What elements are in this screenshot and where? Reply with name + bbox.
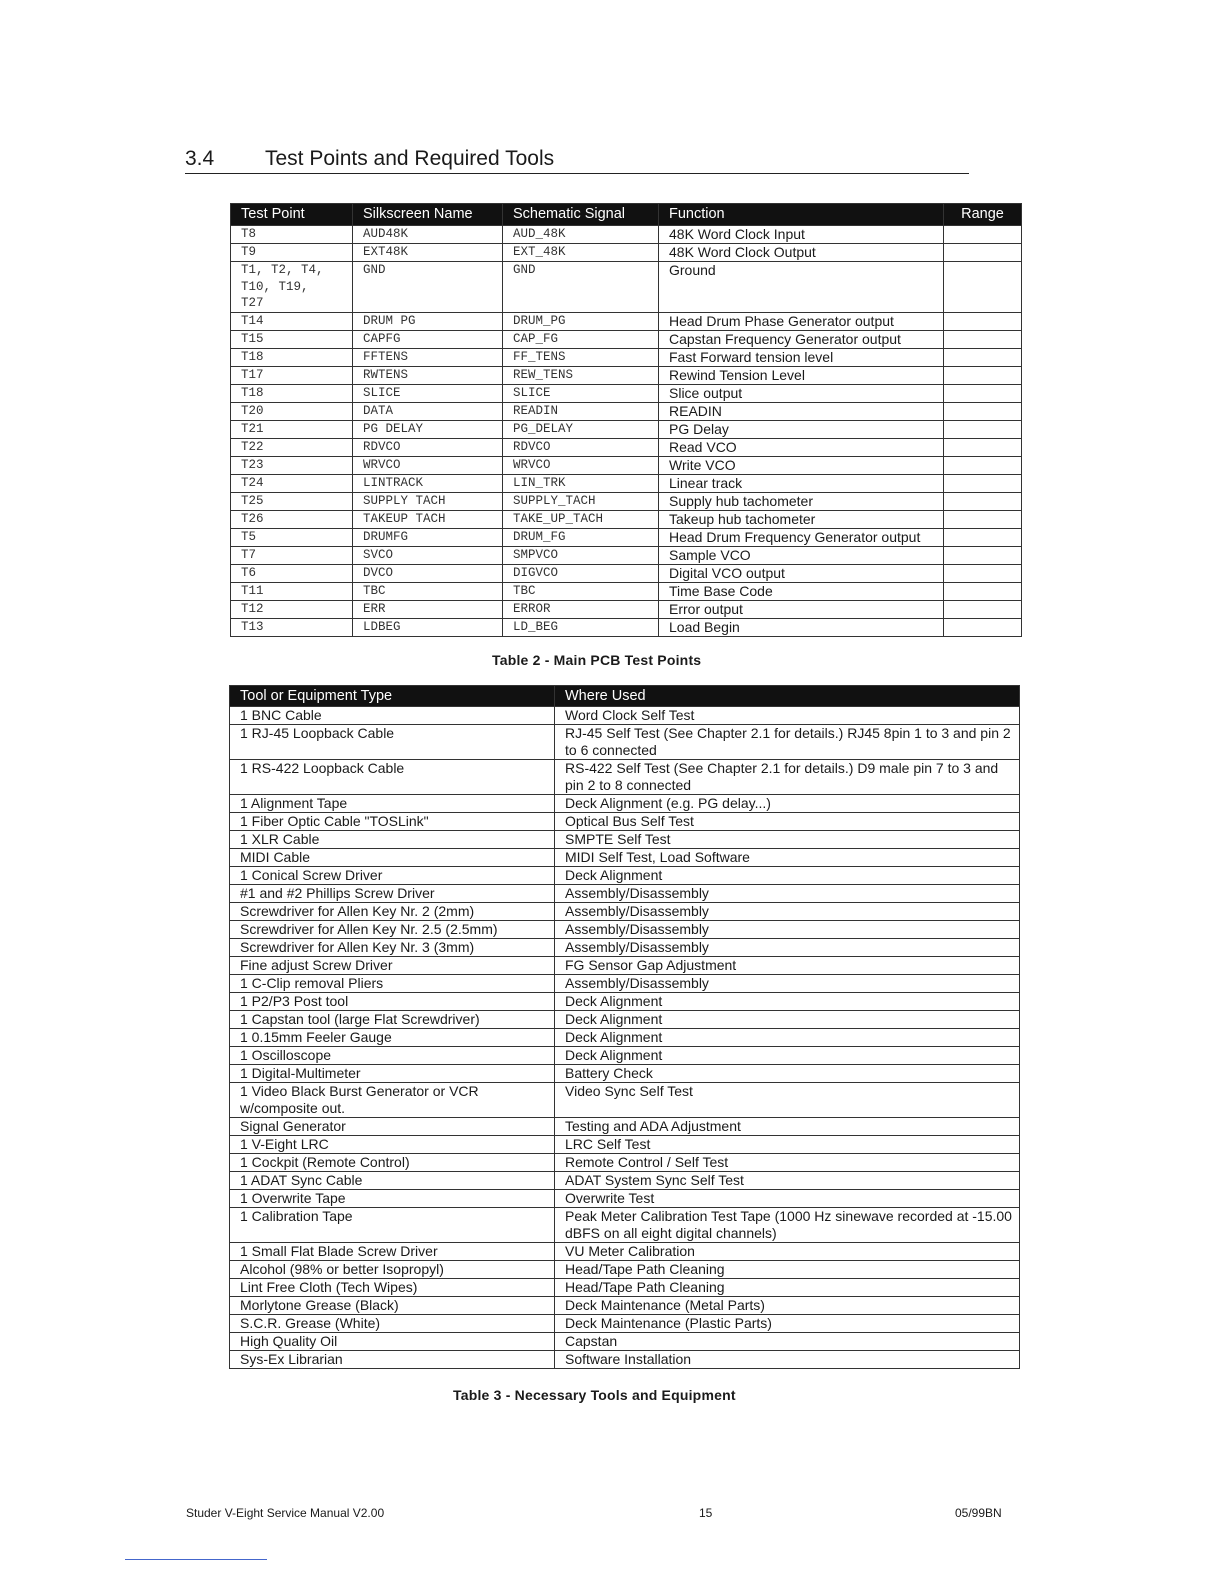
tool-cell: 1 Overwrite Tape (230, 1190, 555, 1208)
signal-cell: READIN (503, 403, 659, 421)
range-cell (944, 457, 1022, 475)
tool-cell: Screwdriver for Allen Key Nr. 2.5 (2.5mm) (230, 921, 555, 939)
tool-cell: Fine adjust Screw Driver (230, 957, 555, 975)
silkscreen-cell: SVCO (353, 547, 503, 565)
table-row (231, 565, 1022, 583)
silkscreen-cell: AUD48K (353, 226, 503, 244)
range-cell (944, 619, 1022, 637)
where-used-cell: Assembly/Disassembly (555, 885, 1020, 903)
silkscreen-cell: EXT48K (353, 244, 503, 262)
range-cell (944, 421, 1022, 439)
range-cell (944, 475, 1022, 493)
table-3-caption: Table 3 - Necessary Tools and Equipment (453, 1387, 736, 1403)
tool-cell: 1 RJ-45 Loopback Cable (230, 725, 555, 760)
table-row (230, 1208, 1020, 1243)
function-cell: 48K Word Clock Input (659, 226, 944, 244)
table-row (231, 619, 1022, 637)
signal-cell: REW_TENS (503, 367, 659, 385)
range-cell (944, 262, 1022, 313)
table-row (230, 1083, 1020, 1118)
table-row (230, 921, 1020, 939)
tool-cell: 1 Alignment Tape (230, 795, 555, 813)
where-used-cell: Deck Alignment (555, 1011, 1020, 1029)
range-cell (944, 511, 1022, 529)
tool-cell: Lint Free Cloth (Tech Wipes) (230, 1279, 555, 1297)
table-row (231, 331, 1022, 349)
silkscreen-cell: DVCO (353, 565, 503, 583)
range-cell (944, 439, 1022, 457)
function-cell: Read VCO (659, 439, 944, 457)
signal-cell: DIGVCO (503, 565, 659, 583)
table-row (230, 867, 1020, 885)
table-row (230, 1136, 1020, 1154)
tool-cell: 1 Calibration Tape (230, 1208, 555, 1243)
table-row (230, 831, 1020, 849)
tool-cell: MIDI Cable (230, 849, 555, 867)
test-point-cell: T6 (231, 565, 353, 583)
tool-cell: 1 0.15mm Feeler Gauge (230, 1029, 555, 1047)
signal-cell: TBC (503, 583, 659, 601)
footer-manual-title: Studer V-Eight Service Manual V2.00 (186, 1506, 385, 1520)
test-point-cell: T24 (231, 475, 353, 493)
silkscreen-cell: FFTENS (353, 349, 503, 367)
where-used-cell: MIDI Self Test, Load Software (555, 849, 1020, 867)
test-point-cell: T7 (231, 547, 353, 565)
function-cell: 48K Word Clock Output (659, 244, 944, 262)
tool-cell: High Quality Oil (230, 1333, 555, 1351)
test-point-cell: T26 (231, 511, 353, 529)
table-row (230, 1047, 1020, 1065)
where-used-cell: Video Sync Self Test (555, 1083, 1020, 1118)
silkscreen-cell: GND (353, 262, 503, 313)
tool-cell: Signal Generator (230, 1118, 555, 1136)
signal-cell: RDVCO (503, 439, 659, 457)
table-row (230, 1315, 1020, 1333)
header-where-used: Where Used (555, 686, 1020, 707)
signal-cell: DRUM_PG (503, 313, 659, 331)
footer-date-code: 05/99BN (955, 1506, 1002, 1520)
function-cell: Fast Forward tension level (659, 349, 944, 367)
table-row (231, 511, 1022, 529)
table-row (230, 1029, 1020, 1047)
silkscreen-cell: TBC (353, 583, 503, 601)
range-cell (944, 493, 1022, 511)
signal-cell: LIN_TRK (503, 475, 659, 493)
function-cell: Load Begin (659, 619, 944, 637)
function-cell: Time Base Code (659, 583, 944, 601)
test-point-cell: T13 (231, 619, 353, 637)
silkscreen-cell: DATA (353, 403, 503, 421)
where-used-cell: Assembly/Disassembly (555, 939, 1020, 957)
range-cell (944, 565, 1022, 583)
section-title: Test Points and Required Tools (265, 147, 555, 170)
where-used-cell: RJ-45 Self Test (See Chapter 2.1 for details.) RJ45 8pin 1 to 3 and pin 2 to 6 connected (555, 725, 1020, 760)
test-points-header-row (231, 204, 1022, 226)
silkscreen-cell: RDVCO (353, 439, 503, 457)
function-cell: Head Drum Phase Generator output (659, 313, 944, 331)
table-row (230, 1011, 1020, 1029)
test-point-cell: T18 (231, 349, 353, 367)
tool-cell: 1 XLR Cable (230, 831, 555, 849)
signal-cell: SUPPLY_TACH (503, 493, 659, 511)
table-row (230, 885, 1020, 903)
function-cell: Head Drum Frequency Generator output (659, 529, 944, 547)
tool-cell: Screwdriver for Allen Key Nr. 2 (2mm) (230, 903, 555, 921)
table-row (230, 795, 1020, 813)
section-heading (185, 143, 969, 174)
test-point-cell: T5 (231, 529, 353, 547)
table-row (231, 313, 1022, 331)
where-used-cell: Assembly/Disassembly (555, 975, 1020, 993)
bottom-rule (125, 1559, 267, 1560)
where-used-cell: Head/Tape Path Cleaning (555, 1279, 1020, 1297)
signal-cell: AUD_48K (503, 226, 659, 244)
table-2-caption: Table 2 - Main PCB Test Points (492, 652, 702, 668)
function-cell: Ground (659, 262, 944, 313)
table-row (231, 475, 1022, 493)
table-row (230, 1065, 1020, 1083)
where-used-cell: Overwrite Test (555, 1190, 1020, 1208)
table-row (231, 601, 1022, 619)
table-row (230, 957, 1020, 975)
tool-cell: 1 Conical Screw Driver (230, 867, 555, 885)
signal-cell: SLICE (503, 385, 659, 403)
test-point-cell: T23 (231, 457, 353, 475)
silkscreen-cell: LDBEG (353, 619, 503, 637)
table-row (230, 1243, 1020, 1261)
tool-cell: #1 and #2 Phillips Screw Driver (230, 885, 555, 903)
where-used-cell: Deck Alignment (555, 1047, 1020, 1065)
test-point-cell: T11 (231, 583, 353, 601)
where-used-cell: Peak Meter Calibration Test Tape (1000 Hz sinewave recorded at -15.00 dBFS on all eight digital channels) (555, 1208, 1020, 1243)
test-point-cell: T21 (231, 421, 353, 439)
where-used-cell: Battery Check (555, 1065, 1020, 1083)
function-cell: PG Delay (659, 421, 944, 439)
header-silkscreen: Silkscreen Name (353, 204, 503, 226)
header-function: Function (659, 204, 944, 226)
table-row (230, 760, 1020, 795)
tool-cell: 1 Cockpit (Remote Control) (230, 1154, 555, 1172)
tool-cell: 1 Digital-Multimeter (230, 1065, 555, 1083)
where-used-cell: Deck Alignment (555, 867, 1020, 885)
silkscreen-cell: SLICE (353, 385, 503, 403)
range-cell (944, 385, 1022, 403)
where-used-cell: Software Installation (555, 1351, 1020, 1369)
table-row (230, 1261, 1020, 1279)
signal-cell: TAKE_UP_TACH (503, 511, 659, 529)
where-used-cell: Capstan (555, 1333, 1020, 1351)
signal-cell: EXT_48K (503, 244, 659, 262)
tool-cell: 1 ADAT Sync Cable (230, 1172, 555, 1190)
tool-cell: 1 Small Flat Blade Screw Driver (230, 1243, 555, 1261)
test-point-cell: T9 (231, 244, 353, 262)
where-used-cell: LRC Self Test (555, 1136, 1020, 1154)
tool-cell: 1 Video Black Burst Generator or VCR w/composite out. (230, 1083, 555, 1118)
where-used-cell: Deck Alignment (555, 993, 1020, 1011)
header-signal: Schematic Signal (503, 204, 659, 226)
table-row (231, 439, 1022, 457)
function-cell: Sample VCO (659, 547, 944, 565)
test-point-cell: T1, T2, T4, T10, T19, T27 (231, 262, 353, 313)
where-used-cell: Deck Alignment (e.g. PG delay...) (555, 795, 1020, 813)
silkscreen-cell: PG DELAY (353, 421, 503, 439)
where-used-cell: Head/Tape Path Cleaning (555, 1261, 1020, 1279)
silkscreen-cell: LINTRACK (353, 475, 503, 493)
table-row (230, 1118, 1020, 1136)
silkscreen-cell: DRUM PG (353, 313, 503, 331)
where-used-cell: Testing and ADA Adjustment (555, 1118, 1020, 1136)
silkscreen-cell: ERR (353, 601, 503, 619)
silkscreen-cell: CAPFG (353, 331, 503, 349)
silkscreen-cell: SUPPLY TACH (353, 493, 503, 511)
tool-cell: Alcohol (98% or better Isopropyl) (230, 1261, 555, 1279)
signal-cell: SMPVCO (503, 547, 659, 565)
tool-cell: 1 Capstan tool (large Flat Screwdriver) (230, 1011, 555, 1029)
table-row (230, 849, 1020, 867)
tools-header-row (230, 686, 1020, 707)
table-row (230, 813, 1020, 831)
tool-cell: S.C.R. Grease (White) (230, 1315, 555, 1333)
silkscreen-cell: TAKEUP TACH (353, 511, 503, 529)
function-cell: Takeup hub tachometer (659, 511, 944, 529)
silkscreen-cell: DRUMFG (353, 529, 503, 547)
table-row (231, 547, 1022, 565)
table-row (231, 529, 1022, 547)
silkscreen-cell: WRVCO (353, 457, 503, 475)
function-cell: Error output (659, 601, 944, 619)
signal-cell: LD_BEG (503, 619, 659, 637)
test-point-cell: T22 (231, 439, 353, 457)
test-point-cell: T15 (231, 331, 353, 349)
tool-cell: 1 V-Eight LRC (230, 1136, 555, 1154)
table-row (231, 367, 1022, 385)
signal-cell: FF_TENS (503, 349, 659, 367)
where-used-cell: RS-422 Self Test (See Chapter 2.1 for details.) D9 male pin 7 to 3 and pin 2 to 8 connected (555, 760, 1020, 795)
function-cell: Linear track (659, 475, 944, 493)
test-point-cell: T20 (231, 403, 353, 421)
table-row (231, 244, 1022, 262)
table-row (230, 1172, 1020, 1190)
signal-cell: DRUM_FG (503, 529, 659, 547)
table-row (230, 1279, 1020, 1297)
table-row (230, 1190, 1020, 1208)
table-row (231, 421, 1022, 439)
range-cell (944, 367, 1022, 385)
header-tool: Tool or Equipment Type (230, 686, 555, 707)
where-used-cell: ADAT System Sync Self Test (555, 1172, 1020, 1190)
test-point-cell: T18 (231, 385, 353, 403)
function-cell: Digital VCO output (659, 565, 944, 583)
tool-cell: 1 BNC Cable (230, 707, 555, 725)
signal-cell: WRVCO (503, 457, 659, 475)
where-used-cell: Deck Maintenance (Plastic Parts) (555, 1315, 1020, 1333)
range-cell (944, 601, 1022, 619)
range-cell (944, 547, 1022, 565)
function-cell: Capstan Frequency Generator output (659, 331, 944, 349)
function-cell: Slice output (659, 385, 944, 403)
range-cell (944, 529, 1022, 547)
function-cell: Rewind Tension Level (659, 367, 944, 385)
table-row (230, 725, 1020, 760)
range-cell (944, 313, 1022, 331)
function-cell: Write VCO (659, 457, 944, 475)
table-row (231, 385, 1022, 403)
range-cell (944, 403, 1022, 421)
where-used-cell: Remote Control / Self Test (555, 1154, 1020, 1172)
signal-cell: CAP_FG (503, 331, 659, 349)
section-number: 3.4 (185, 147, 215, 170)
signal-cell: PG_DELAY (503, 421, 659, 439)
range-cell (944, 583, 1022, 601)
where-used-cell: FG Sensor Gap Adjustment (555, 957, 1020, 975)
function-cell: READIN (659, 403, 944, 421)
tools-table (229, 685, 1020, 1369)
table-row (231, 493, 1022, 511)
where-used-cell: Assembly/Disassembly (555, 903, 1020, 921)
table-row (230, 1333, 1020, 1351)
table-row (230, 707, 1020, 725)
where-used-cell: Word Clock Self Test (555, 707, 1020, 725)
table-row (231, 349, 1022, 367)
table-row (230, 975, 1020, 993)
tool-cell: 1 Oscilloscope (230, 1047, 555, 1065)
signal-cell: GND (503, 262, 659, 313)
silkscreen-cell: RWTENS (353, 367, 503, 385)
tool-cell: Morlytone Grease (Black) (230, 1297, 555, 1315)
test-point-cell: T25 (231, 493, 353, 511)
where-used-cell: SMPTE Self Test (555, 831, 1020, 849)
test-point-cell: T12 (231, 601, 353, 619)
table-row (230, 993, 1020, 1011)
range-cell (944, 349, 1022, 367)
table-row (230, 903, 1020, 921)
where-used-cell: Optical Bus Self Test (555, 813, 1020, 831)
footer-page-number: 15 (699, 1506, 713, 1520)
tool-cell: 1 Fiber Optic Cable "TOSLink" (230, 813, 555, 831)
test-point-cell: T14 (231, 313, 353, 331)
tool-cell: Sys-Ex Librarian (230, 1351, 555, 1369)
where-used-cell: Assembly/Disassembly (555, 921, 1020, 939)
test-point-cell: T17 (231, 367, 353, 385)
table-row (231, 403, 1022, 421)
table-row (230, 1351, 1020, 1369)
tool-cell: 1 P2/P3 Post tool (230, 993, 555, 1011)
table-row (231, 457, 1022, 475)
tool-cell: 1 C-Clip removal Pliers (230, 975, 555, 993)
where-used-cell: Deck Maintenance (Metal Parts) (555, 1297, 1020, 1315)
where-used-cell: Deck Alignment (555, 1029, 1020, 1047)
header-test-point: Test Point (231, 204, 353, 226)
table-row (230, 1297, 1020, 1315)
signal-cell: ERROR (503, 601, 659, 619)
table-row (230, 939, 1020, 957)
tool-cell: Screwdriver for Allen Key Nr. 3 (3mm) (230, 939, 555, 957)
function-cell: Supply hub tachometer (659, 493, 944, 511)
range-cell (944, 226, 1022, 244)
table-row (231, 226, 1022, 244)
table-row (230, 1154, 1020, 1172)
table-row (231, 583, 1022, 601)
range-cell (944, 331, 1022, 349)
tool-cell: 1 RS-422 Loopback Cable (230, 760, 555, 795)
header-range: Range (944, 204, 1022, 226)
range-cell (944, 244, 1022, 262)
table-row (231, 262, 1022, 313)
test-point-cell: T8 (231, 226, 353, 244)
where-used-cell: VU Meter Calibration (555, 1243, 1020, 1261)
test-points-table (230, 203, 1022, 637)
